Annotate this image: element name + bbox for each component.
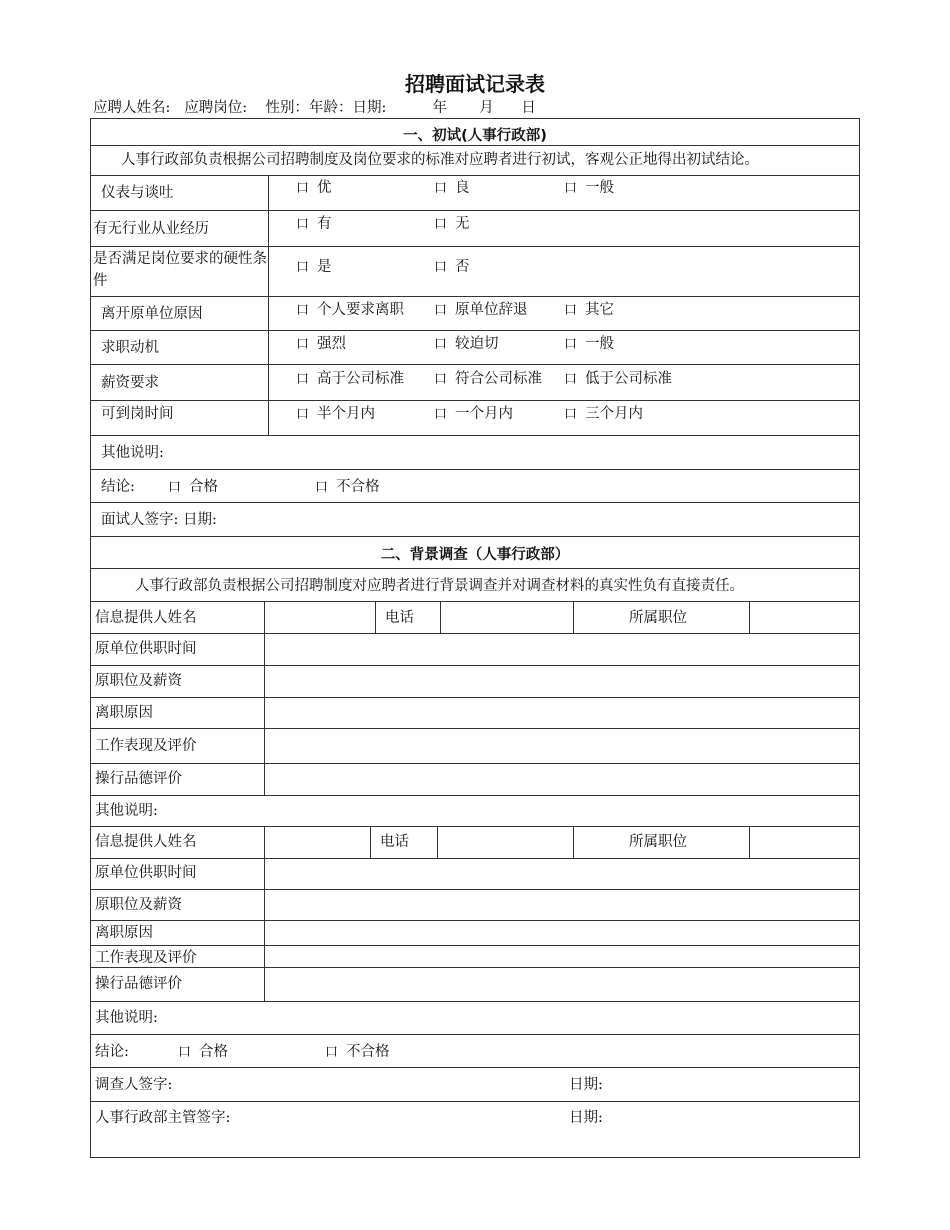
option-checkbox[interactable]: 口 符合公司标准	[434, 371, 543, 387]
applicant-header-line: 应聘人姓名: 应聘岗位: 性别：年龄：日期: 年 月 日	[93, 100, 536, 116]
section2-title: 二、背景调查（人事行政部）	[380, 547, 570, 563]
option-checkbox[interactable]: 口 优	[296, 180, 332, 196]
section1-signature: 面试人签字: 日期:	[101, 512, 217, 528]
field-label: 工作表现及评价	[95, 950, 197, 966]
position-label: 所属职位	[629, 610, 687, 626]
row-label: 仪表与谈吐	[101, 185, 174, 201]
investigator-date: 日期:	[569, 1077, 603, 1093]
section1-title: 一、初试(人事行政部)	[403, 128, 547, 144]
section1-pass-checkbox[interactable]: 口 合格	[168, 479, 219, 495]
section2-fail-checkbox[interactable]: 口 不合格	[325, 1044, 390, 1060]
option-checkbox[interactable]: 口 原单位辞退	[434, 302, 528, 318]
section2-pass-checkbox[interactable]: 口 合格	[178, 1044, 229, 1060]
row-label: 离开原单位原因	[101, 306, 203, 322]
section1-conclusion-label: 结论:	[101, 479, 135, 495]
option-checkbox[interactable]: 口 无	[434, 216, 470, 232]
option-checkbox[interactable]: 口 个人要求离职	[296, 302, 405, 318]
option-checkbox[interactable]: 口 较迫切	[434, 336, 499, 352]
option-checkbox[interactable]: 口 一般	[564, 180, 615, 196]
option-checkbox[interactable]: 口 其它	[564, 302, 615, 318]
option-checkbox[interactable]: 口 高于公司标准	[296, 371, 405, 387]
section2-other-notes: 其他说明:	[95, 1010, 158, 1026]
row-label: 有无行业从业经历	[93, 221, 209, 237]
option-checkbox[interactable]: 口 低于公司标准	[564, 371, 673, 387]
row-label: 薪资要求	[101, 375, 159, 391]
phone-label: 电话	[385, 610, 414, 626]
field-label: 离职原因	[95, 705, 153, 721]
field-label: 工作表现及评价	[95, 738, 197, 754]
field-label: 操行品德评价	[95, 976, 182, 992]
section2-intro: 人事行政部负责根据公司招聘制度对应聘者进行背景调查并对调查材料的真实性负有直接责任。	[135, 578, 744, 594]
row-label: 可到岗时间	[101, 406, 174, 422]
position-label: 所属职位	[629, 834, 687, 850]
section2-conclusion-label: 结论:	[95, 1044, 129, 1060]
field-label: 原单位供职时间	[95, 641, 197, 657]
section2-other-notes: 其他说明:	[95, 803, 158, 819]
section1-other-notes: 其他说明:	[101, 445, 164, 461]
section1-fail-checkbox[interactable]: 口 不合格	[315, 479, 380, 495]
form-title: 招聘面试记录表	[405, 72, 545, 96]
row-label: 是否满足岗位要求的硬性条件	[93, 251, 267, 289]
option-checkbox[interactable]: 口 一个月内	[434, 406, 514, 422]
manager-date: 日期:	[569, 1110, 603, 1126]
option-checkbox[interactable]: 口 否	[434, 259, 470, 275]
option-checkbox[interactable]: 口 有	[296, 216, 332, 232]
field-label: 原职位及薪资	[95, 897, 182, 913]
option-checkbox[interactable]: 口 一般	[564, 336, 615, 352]
option-checkbox[interactable]: 口 良	[434, 180, 470, 196]
option-checkbox[interactable]: 口 半个月内	[296, 406, 376, 422]
provider-name-label: 信息提供人姓名	[95, 834, 197, 850]
field-label: 操行品德评价	[95, 771, 182, 787]
row-label: 求职动机	[101, 340, 159, 356]
provider-name-label: 信息提供人姓名	[95, 610, 197, 626]
manager-signature: 人事行政部主管签字:	[95, 1110, 231, 1126]
field-label: 离职原因	[95, 925, 153, 941]
option-checkbox[interactable]: 口 是	[296, 259, 332, 275]
phone-label: 电话	[380, 834, 409, 850]
interview-record-form	[90, 118, 860, 1158]
field-label: 原职位及薪资	[95, 673, 182, 689]
investigator-signature: 调查人签字:	[95, 1077, 173, 1093]
field-label: 原单位供职时间	[95, 865, 197, 881]
option-checkbox[interactable]: 口 三个月内	[564, 406, 644, 422]
section1-intro: 人事行政部负责根据公司招聘制度及岗位要求的标准对应聘者进行初试，客观公正地得出初试结论。	[121, 152, 759, 168]
option-checkbox[interactable]: 口 强烈	[296, 336, 347, 352]
